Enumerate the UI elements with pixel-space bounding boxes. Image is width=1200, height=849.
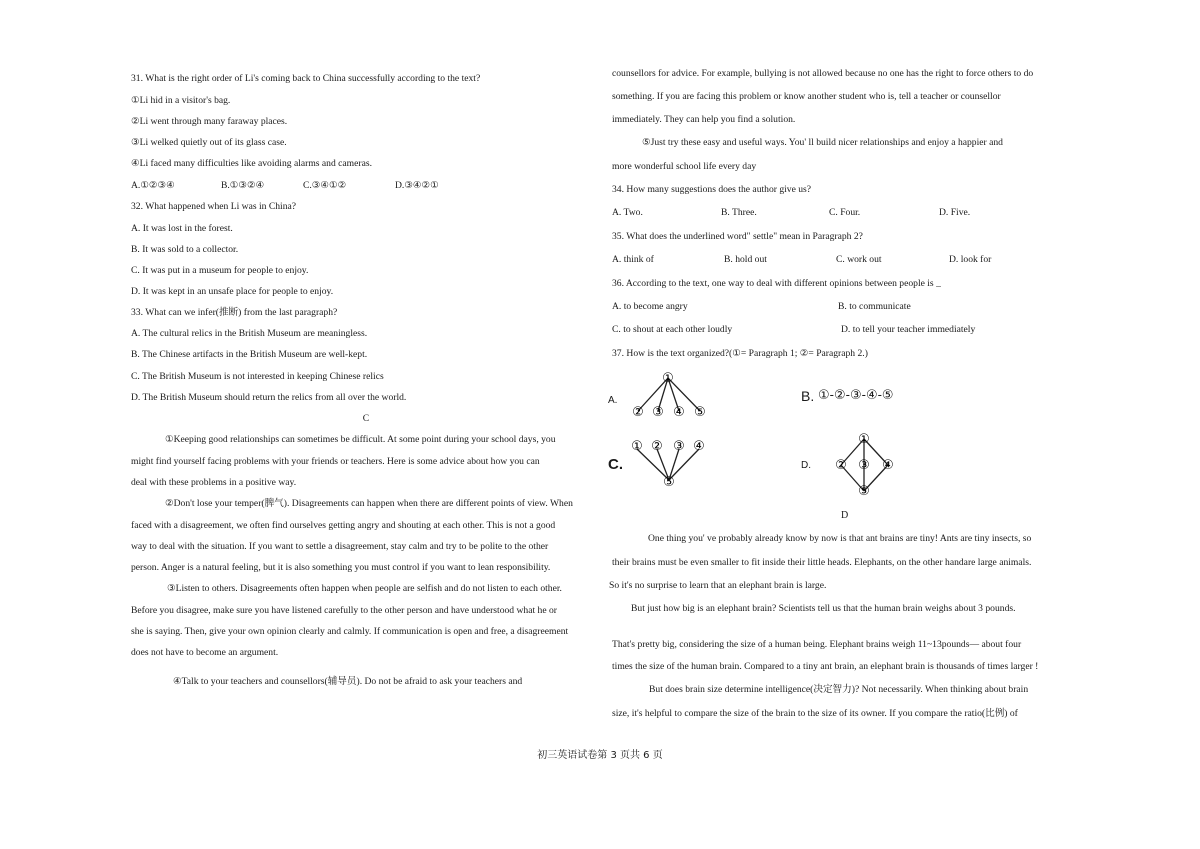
q34-option-b: B. Three. [721,207,757,218]
q35-option-c: C. work out [836,254,882,265]
passage-d-line: their brains must be even smaller to fit inside their little heads. Elephants, on the other handare large animals. [612,557,1032,568]
passage-c-cont-line: something. If you are facing this problem or know another student who is, tell a teacher or counsellor [612,91,1001,102]
q34-option-d: D. Five. [939,207,971,218]
question-36-stem: 36. According to the text, one way to deal with different opinions between people is _ [612,278,941,289]
page-footer: 初三英语试卷第 3 页共 6 页 [537,750,663,761]
diagram-node-2: ② [835,458,847,473]
q32-option-c: C. It was put in a museum for people to enjoy. [131,265,309,276]
q37-option-b-letter: B. [801,388,815,404]
q37-option-a-letter: A. [608,395,618,406]
question-31-stem: 31. What is the right order of Li's coming back to China successfully according to the text? [131,73,481,84]
passage-d-line: But does brain size determine intelligence(决定智力)? Not necessarily. When thinking about brain [649,684,1029,695]
diagram-node-5: ⑤ [858,484,870,498]
q33-option-b: B. The Chinese artifacts in the British Museum are well-kept. [131,349,368,360]
passage-c-line: way to deal with the situation. If you want to settle a disagreement, stay calm and try to be polite to the other [131,541,549,552]
section-c-heading: C [362,413,370,424]
passage-c-cont-line: immediately. They can help you find a solution. [612,114,796,125]
diagram-node-1: ① [631,439,643,454]
q36-option-c: C. to shout at each other loudly [612,324,733,335]
q37-diagram-a [627,368,737,422]
q37-option-d-letter: D. [801,460,811,471]
question-33-stem: 33. What can we infer(推断) from the last paragraph? [131,307,338,318]
diagram-node-4: ④ [882,458,894,473]
diagram-node-1: ① [858,432,870,447]
diagram-node-1: ① [662,371,674,386]
passage-c-line: does not have to become an argument. [131,647,279,658]
question-37-stem: 37. How is the text organized?(①= Paragraph 1; ②= Paragraph 2.) [612,348,868,359]
passage-c-line: ③Listen to others. Disagreements often happen when people are selfish and do not listen to each other. [167,583,562,594]
q31-option-a: A.①②③④ [131,180,175,191]
passage-d-line: But just how big is an elephant brain? Scientists tell us that the human brain weighs about 3 pounds. [631,603,1016,614]
passage-c-line: might find yourself facing problems with your friends or teachers. Here is some advice about how you can [131,456,540,467]
q36-option-b: B. to communicate [838,301,911,312]
diagram-node-3: ③ [858,458,870,473]
q31-item: ③Li welked quietly out of its glass case. [131,137,287,148]
q31-option-d: D.③④②① [395,180,439,191]
passage-c-cont-line: more wonderful school life every day [612,161,757,172]
q36-option-d: D. to tell your teacher immediately [841,324,976,335]
passage-c-cont-line: counsellors for advice. For example, bullying is not allowed because no one has the right to force others to do [612,68,1034,79]
q34-option-c: C. Four. [829,207,861,218]
passage-c-line: ④Talk to your teachers and counsellors(辅导员). Do not be afraid to ask your teachers and [173,676,523,687]
passage-d-line: One thing you' ve probably already know by now is that ant brains are tiny! Ants are tiny insects, so [648,533,1032,544]
q35-option-b: B. hold out [724,254,767,265]
q31-item: ①Li hid in a visitor's bag. [131,95,231,106]
q32-option-d: D. It was kept in an unsafe place for people to enjoy. [131,286,334,297]
question-32-stem: 32. What happened when Li was in China? [131,201,297,212]
q33-option-a: A. The cultural relics in the British Museum are meaningless. [131,328,368,339]
q35-option-d: D. look for [949,254,992,265]
q31-option-c: C.③④①② [303,180,347,191]
passage-c-line: person. Anger is a natural feeling, but it is also something you must control if you want to lean responsibility. [131,562,551,573]
passage-c-line: ②Don't lose your temper(脾气). Disagreements can happen when there are different points of view. When [165,498,573,509]
q31-option-b: B.①③②④ [221,180,265,191]
question-34-stem: 34. How many suggestions does the author give us? [612,184,812,195]
diagram-node-3: ③ [652,405,664,420]
diagram-node-2: ② [651,439,663,454]
diagram-node-4: ④ [693,439,705,454]
q33-option-d: D. The British Museum should return the relics from all over the world. [131,392,407,403]
section-d-heading: D [841,510,849,521]
passage-c-cont-line: ⑤Just try these easy and useful ways. You' ll build nicer relationships and enjoy a happier and [642,137,1003,148]
diagram-node-2: ② [632,405,644,420]
diagram-node-5: ⑤ [663,475,675,490]
q31-item: ②Li went through many faraway places. [131,116,288,127]
passage-c-line: Before you disagree, make sure you have listened carefully to the other person and have understood what he or [131,605,557,616]
passage-c-line: faced with a disagreement, we often find ourselves getting angry and shouting at each other. This is not a good [131,520,556,531]
q37-diagram-c [627,436,737,494]
passage-d-line: times the size of the human brain. Compared to a tiny ant brain, an elephant brain is thousands of times larger ! [612,661,1039,672]
passage-d-line: So it's no surprise to learn that an elephant brain is large. [609,580,827,591]
diagram-node-5: ⑤ [694,405,706,420]
q32-option-b: B. It was sold to a collector. [131,244,239,255]
passage-c-line: deal with these problems in a positive way. [131,477,297,488]
q37-option-b-sequence: ①-②-③-④-⑤ [818,387,894,402]
q36-option-a: A. to become angry [612,301,688,312]
q31-item: ④Li faced many difficulties like avoiding alarms and cameras. [131,158,372,169]
q34-option-a: A. Two. [612,207,643,218]
q33-option-c: C. The British Museum is not interested in keeping Chinese relics [131,371,384,382]
passage-c-line: she is saying. Then, give your own opinion clearly and calmly. If communication is open and free, a disagreement [131,626,569,637]
q32-option-a: A. It was lost in the forest. [131,223,233,234]
passage-d-line: That's pretty big, considering the size of a human being. Elephant brains weigh 11~13pounds— about four [612,639,1022,650]
q35-option-a: A. think of [612,254,654,265]
passage-d-line: size, it's helpful to compare the size of the brain to the size of its owner. If you compare the ratio(比例) of [612,708,1018,719]
passage-c-line: ①Keeping good relationships can sometimes be difficult. At some point during your school days, you [165,434,556,445]
q37-option-c-letter: C. [608,456,623,473]
diagram-node-4: ④ [673,405,685,420]
diagram-node-3: ③ [673,439,685,454]
question-35-stem: 35. What does the underlined word" settle" mean in Paragraph 2? [612,231,863,242]
q37-diagram-d [827,430,907,498]
